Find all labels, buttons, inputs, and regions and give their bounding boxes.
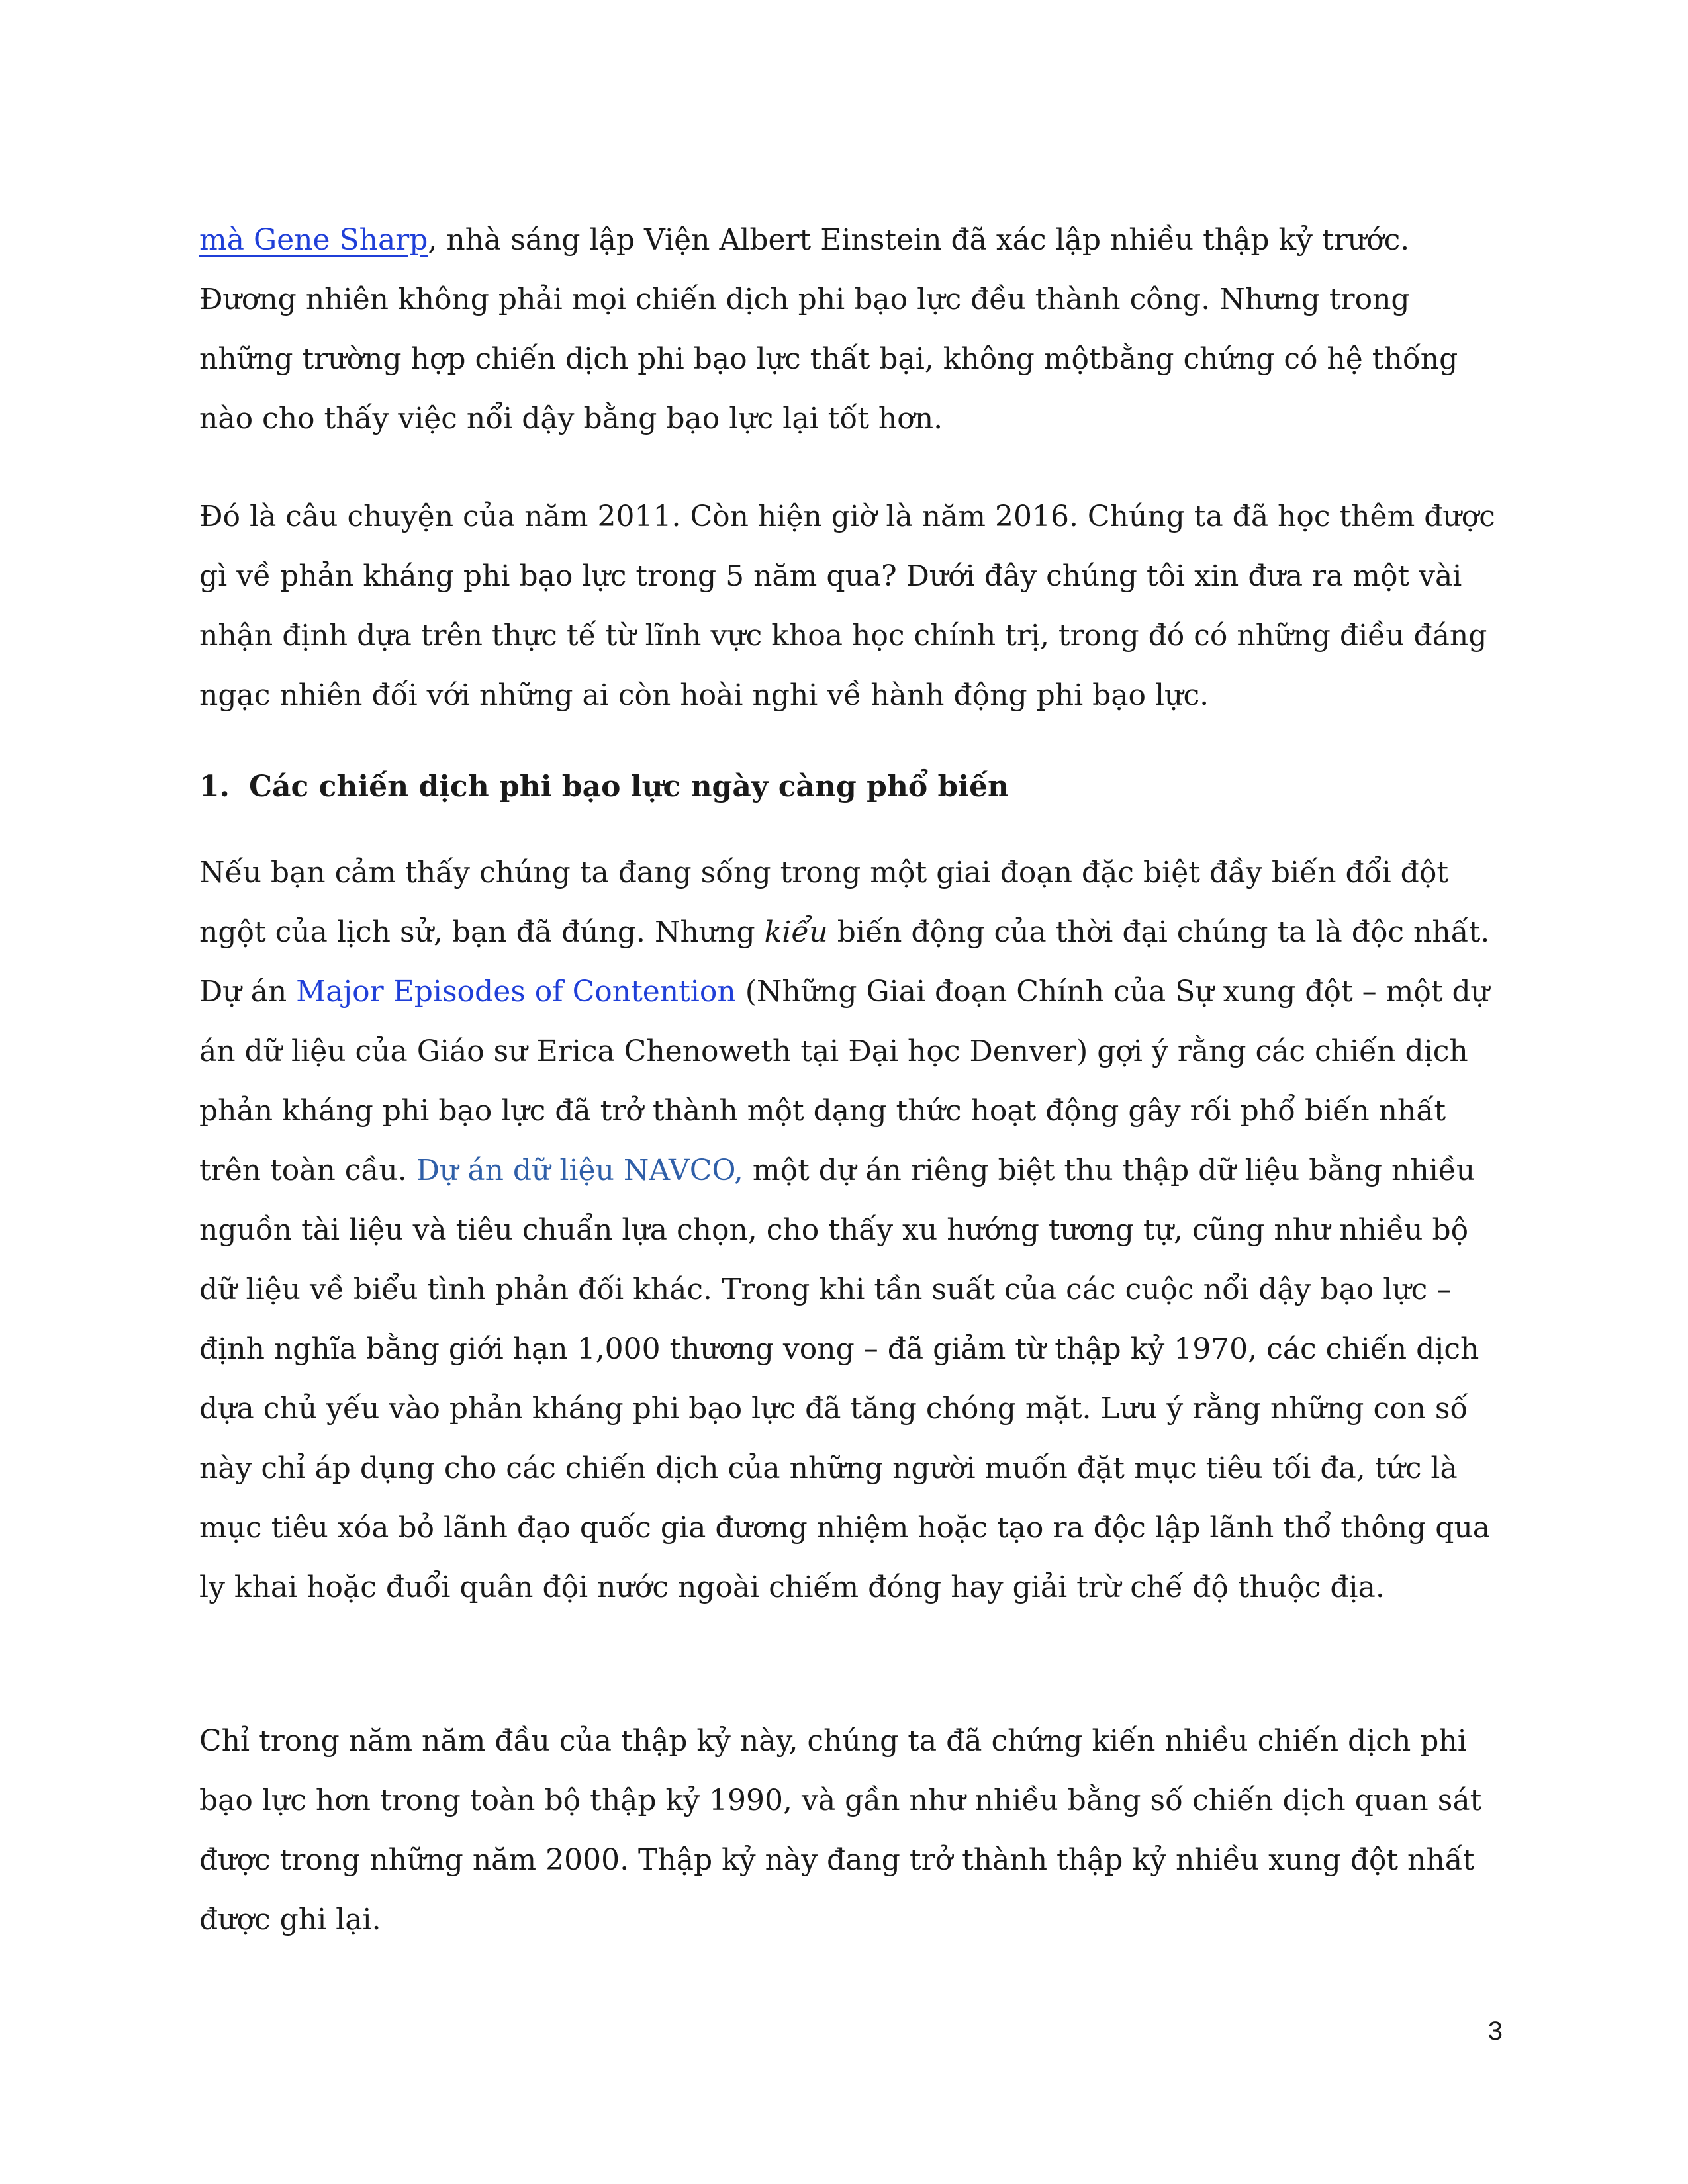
paragraph-major-episodes-text-d: một dự án riêng biệt thu thập dữ liệu bằng nhiều nguồn tài liệu và tiêu chuẩn lựa chọn, cho thấy xu hướng tương tự, cũng như nhiều bộ dữ liệu về biểu tình phản đối khác. Trong khi tần suất của các cuộc nổi dậy bạo lực – định nghĩa bằng giới hạn 1,000 thương vong – đã giảm từ thập kỷ 1970, các chiến dịch dựa chủ yếu vào phản kháng phi bạo lực đã tăng chóng mặt. Lưu ý rằng những con số này chỉ áp dụng cho các chiến dịch của những người muốn đặt mục tiêu tối đa, tức là mục tiêu xóa bỏ lãnh đạo quốc gia đương nhiệm hoặc tạo ra độc lập lãnh thổ thông qua ly khai hoặc đuổi quân đội nước ngoài chiếm đóng hay giải trừ chế độ thuộc địa. (199, 1154, 1491, 1604)
navco-link[interactable]: Dự án dữ liệu NAVCO, (416, 1154, 743, 1187)
section-heading-1 (199, 757, 1503, 817)
paragraph-decade (199, 1711, 1503, 1950)
document-body (199, 210, 1503, 1950)
major-episodes-link[interactable]: Major Episodes of Contention (296, 975, 736, 1009)
section-heading-number: 1. (199, 770, 230, 803)
paragraph-2011-2016-text: Đó là câu chuyện của năm 2011. Còn hiện giờ là năm 2016. Chúng ta đã học thêm được gì về phản kháng phi bạo lực trong 5 năm qua? Dưới đây chúng tôi xin đưa ra một vài nhận định dựa trên thực tế từ lĩnh vực khoa học chính trị, trong đó có những điều đáng ngạc nhiên đối với những ai còn hoài nghi về hành động phi bạo lực. (199, 500, 1495, 712)
paragraph-gene-sharp (199, 210, 1503, 449)
paragraph-2011-2016 (199, 487, 1503, 725)
gene-sharp-link[interactable]: mà Gene Sharp (199, 223, 428, 257)
section-heading-text: Các chiến dịch phi bạo lực ngày càng phổ biến (249, 770, 1009, 803)
page-number: 3 (1487, 2017, 1503, 2046)
paragraph-major-episodes-text-b: biến động của thời đại chúng ta là độc nhất. Dự án (199, 915, 1490, 1009)
paragraph-gene-sharp-text: , nhà sáng lập Viện Albert Einstein đã xác lập nhiều thập kỷ trước. Đương nhiên không phải mọi chiến dịch phi bạo lực đều thành công. Nhưng trong những trường hợp chiến dịch phi bạo lực thất bại, không mộtbằng chứng có hệ thống nào cho thấy việc nổi dậy bằng bạo lực lại tốt hơn. (199, 223, 1458, 435)
paragraph-major-episodes-text-a: Nếu bạn cảm thấy chúng ta đang sống trong một giai đoạn đặc biệt đầy biến đổi đột ngột của lịch sử, bạn đã đúng. Nhưng (199, 856, 1448, 949)
paragraph-major-episodes (199, 843, 1503, 1617)
emphasis-kieu: kiểu (764, 915, 828, 949)
paragraph-decade-text: Chỉ trong năm năm đầu của thập kỷ này, chúng ta đã chứng kiến nhiều chiến dịch phi bạo lực hơn trong toàn bộ thập kỷ 1990, và gần như nhiều bằng số chiến dịch quan sát được trong những năm 2000. Thập kỷ này đang trở thành thập kỷ nhiều xung đột nhất được ghi lại. (199, 1724, 1482, 1936)
paragraph-major-episodes-text-c: (Những Giai đoạn Chính của Sự xung đột – một dự án dữ liệu của Giáo sư Erica Chenoweth tại Đại học Denver) gợi ý rằng các chiến dịch phản kháng phi bạo lực đã trở thành một dạng thức hoạt động gây rối phổ biến nhất trên toàn cầu. (199, 975, 1490, 1187)
